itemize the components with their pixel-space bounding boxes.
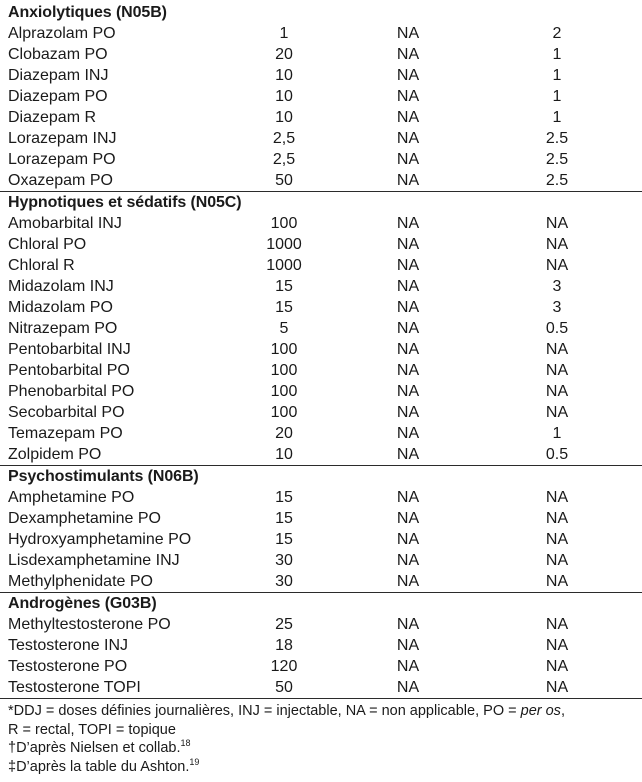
value-column-3: NA	[545, 257, 569, 274]
table-row	[0, 318, 642, 339]
drug-name: Hydroxyamphetamine PO	[8, 531, 192, 548]
drug-name: Pentobarbital PO	[8, 362, 130, 379]
ddd-value: 100	[270, 404, 298, 421]
table-row	[0, 128, 642, 149]
footnotes	[0, 699, 642, 776]
value-column-2: NA	[396, 236, 420, 253]
ddd-value: 15	[275, 299, 293, 316]
drug-name: Midazolam PO	[8, 299, 113, 316]
footnote-double-dagger	[8, 758, 642, 777]
value-column-3: NA	[545, 531, 569, 548]
table-section	[0, 2, 642, 192]
ddd-value: 1000	[266, 257, 302, 274]
value-column-2: NA	[396, 616, 420, 633]
value-column-3: NA	[545, 362, 569, 379]
table-row	[0, 276, 642, 297]
footnote-text: ‡D’après la table du Ashton.	[8, 758, 190, 775]
footnote-abbreviations-cont: R = rectal, TOPI = topique	[8, 721, 176, 738]
drug-name: Chloral PO	[8, 236, 87, 253]
drug-name: Methyltestosterone PO	[8, 616, 171, 633]
drug-name: Testosterone TOPI	[8, 679, 141, 696]
table-row	[0, 487, 642, 508]
value-column-3: NA	[545, 679, 569, 696]
drug-name: Testosterone PO	[8, 658, 128, 675]
value-column-3: 2	[552, 25, 562, 42]
table-row	[0, 149, 642, 170]
ddd-value: 50	[275, 172, 293, 189]
drug-name: Pentobarbital INJ	[8, 341, 131, 358]
ddd-value: 30	[275, 573, 293, 590]
ddd-value: 100	[270, 341, 298, 358]
table-row	[0, 550, 642, 571]
ddd-value: 10	[275, 67, 293, 84]
drug-name: Amphetamine PO	[8, 489, 135, 506]
table-row	[0, 614, 642, 635]
value-column-2: NA	[396, 172, 420, 189]
table-row	[0, 107, 642, 128]
section-title: Anxiolytiques (N05B)	[8, 4, 167, 21]
table-row	[0, 402, 642, 423]
value-column-2: NA	[396, 404, 420, 421]
value-column-3: 1	[552, 109, 562, 126]
value-column-2: NA	[396, 362, 420, 379]
value-column-2: NA	[396, 341, 420, 358]
table-row	[0, 65, 642, 86]
table-row	[0, 423, 642, 444]
drug-name: Methylphenidate PO	[8, 573, 153, 590]
value-column-3: 1	[552, 46, 562, 63]
table-row	[0, 529, 642, 550]
value-column-3: NA	[545, 341, 569, 358]
value-column-2: NA	[396, 637, 420, 654]
section-title: Psychostimulants (N06B)	[8, 468, 199, 485]
drug-name: Alprazolam PO	[8, 25, 116, 42]
drug-name: Zolpidem PO	[8, 446, 102, 463]
value-column-2: NA	[396, 88, 420, 105]
table-row	[0, 339, 642, 360]
ddd-value: 18	[275, 637, 293, 654]
section-title: Hypnotiques et sédatifs (N05C)	[8, 194, 242, 211]
value-column-3: NA	[545, 658, 569, 675]
value-column-2: NA	[396, 320, 420, 337]
value-column-2: NA	[396, 67, 420, 84]
value-column-3: NA	[545, 215, 569, 232]
value-column-2: NA	[396, 658, 420, 675]
ddd-value: 10	[275, 88, 293, 105]
drug-name: Lisdexamphetamine INJ	[8, 552, 180, 569]
value-column-2: NA	[396, 510, 420, 527]
value-column-2: NA	[396, 446, 420, 463]
value-column-2: NA	[396, 299, 420, 316]
ddd-value: 15	[275, 531, 293, 548]
value-column-2: NA	[396, 383, 420, 400]
ddd-value: 1	[279, 25, 289, 42]
table-row	[0, 86, 642, 107]
ddd-value: 15	[275, 278, 293, 295]
table-row	[0, 656, 642, 677]
drug-name: Lorazepam INJ	[8, 130, 117, 147]
ddd-value: 50	[275, 679, 293, 696]
table-row	[0, 234, 642, 255]
value-column-2: NA	[396, 46, 420, 63]
value-column-3: 3	[552, 299, 562, 316]
value-column-2: NA	[396, 257, 420, 274]
value-column-3: 1	[552, 67, 562, 84]
value-column-3: 2.5	[545, 130, 569, 147]
value-column-3: 1	[552, 88, 562, 105]
ddd-value: 25	[275, 616, 293, 633]
drug-name: Oxazepam PO	[8, 172, 113, 189]
drug-name: Amobarbital INJ	[8, 215, 122, 232]
table-row	[0, 213, 642, 234]
drug-name: Clobazam PO	[8, 46, 108, 63]
drug-name: Chloral R	[8, 257, 75, 274]
ddd-value: 10	[275, 446, 293, 463]
value-column-3: NA	[545, 616, 569, 633]
value-column-3: 1	[552, 425, 562, 442]
ddd-value: 120	[270, 658, 298, 675]
table-row	[0, 360, 642, 381]
value-column-3: NA	[545, 510, 569, 527]
footnote-italic-text: per os	[520, 703, 561, 719]
ddd-value: 20	[275, 425, 293, 442]
drug-name: Lorazepam PO	[8, 151, 116, 168]
value-column-3: 0.5	[545, 320, 569, 337]
value-column-3: NA	[545, 383, 569, 400]
value-column-2: NA	[396, 679, 420, 696]
value-column-2: NA	[396, 278, 420, 295]
footnote-reference: 19	[189, 756, 200, 767]
ddd-value: 2,5	[272, 151, 296, 168]
footnote-reference: 18	[180, 738, 191, 748]
drug-name: Diazepam R	[8, 109, 97, 126]
table-row	[0, 297, 642, 318]
table-row	[0, 255, 642, 276]
ddd-value: 100	[270, 215, 298, 232]
value-column-3: 2.5	[545, 172, 569, 189]
table-row	[0, 23, 642, 44]
value-column-3: NA	[545, 637, 569, 654]
table-section	[0, 466, 642, 593]
value-column-3: NA	[545, 404, 569, 421]
drug-name: Diazepam INJ	[8, 67, 109, 84]
value-column-2: NA	[396, 215, 420, 232]
table-row	[0, 635, 642, 656]
table-row	[0, 170, 642, 191]
table-row	[0, 508, 642, 529]
footnote-text: †D’après Nielsen et collab.	[8, 740, 181, 756]
value-column-3: NA	[545, 489, 569, 506]
ddd-value: 15	[275, 510, 293, 527]
value-column-2: NA	[396, 425, 420, 442]
ddd-value: 15	[275, 489, 293, 506]
value-column-3: NA	[545, 552, 569, 569]
drug-name: Secobarbital PO	[8, 404, 125, 421]
footnote-text: ,	[560, 703, 565, 719]
table-section	[0, 192, 642, 466]
table-row	[0, 571, 642, 592]
value-column-2: NA	[396, 552, 420, 569]
table-section	[0, 593, 642, 699]
ddd-value: 30	[275, 552, 293, 569]
ddd-value: 10	[275, 109, 293, 126]
drug-name: Nitrazepam PO	[8, 320, 118, 337]
value-column-3: 0.5	[545, 446, 569, 463]
value-column-2: NA	[396, 130, 420, 147]
drug-name: Dexamphetamine PO	[8, 510, 161, 527]
value-column-2: NA	[396, 573, 420, 590]
footnote-text: *DDJ = doses définies journalières, INJ = injectable, NA = non applicable, PO =	[8, 703, 521, 719]
value-column-2: NA	[396, 489, 420, 506]
value-column-2: NA	[396, 109, 420, 126]
value-column-2: NA	[396, 151, 420, 168]
footnote-abbreviations	[8, 702, 642, 721]
table-row	[0, 677, 642, 698]
value-column-3: 2.5	[545, 151, 569, 168]
drug-name: Phenobarbital PO	[8, 383, 135, 400]
ddd-value: 20	[275, 46, 293, 63]
value-column-3: NA	[545, 236, 569, 253]
drug-name: Midazolam INJ	[8, 278, 114, 295]
ddd-value: 5	[279, 320, 289, 337]
drug-name: Temazepam PO	[8, 425, 123, 442]
table-row	[0, 444, 642, 465]
ddd-value: 100	[270, 362, 298, 379]
ddd-value: 100	[270, 383, 298, 400]
value-column-3: NA	[545, 573, 569, 590]
ddd-value: 2,5	[272, 130, 296, 147]
table-row	[0, 381, 642, 402]
drug-dose-table	[0, 2, 642, 699]
value-column-2: NA	[396, 25, 420, 42]
table-row	[0, 44, 642, 65]
footnote-dagger	[8, 739, 642, 758]
drug-name: Diazepam PO	[8, 88, 108, 105]
section-title: Androgènes (G03B)	[8, 595, 157, 612]
value-column-3: 3	[552, 278, 562, 295]
drug-name: Testosterone INJ	[8, 637, 129, 654]
ddd-value: 1000	[266, 236, 302, 253]
value-column-2: NA	[396, 531, 420, 548]
